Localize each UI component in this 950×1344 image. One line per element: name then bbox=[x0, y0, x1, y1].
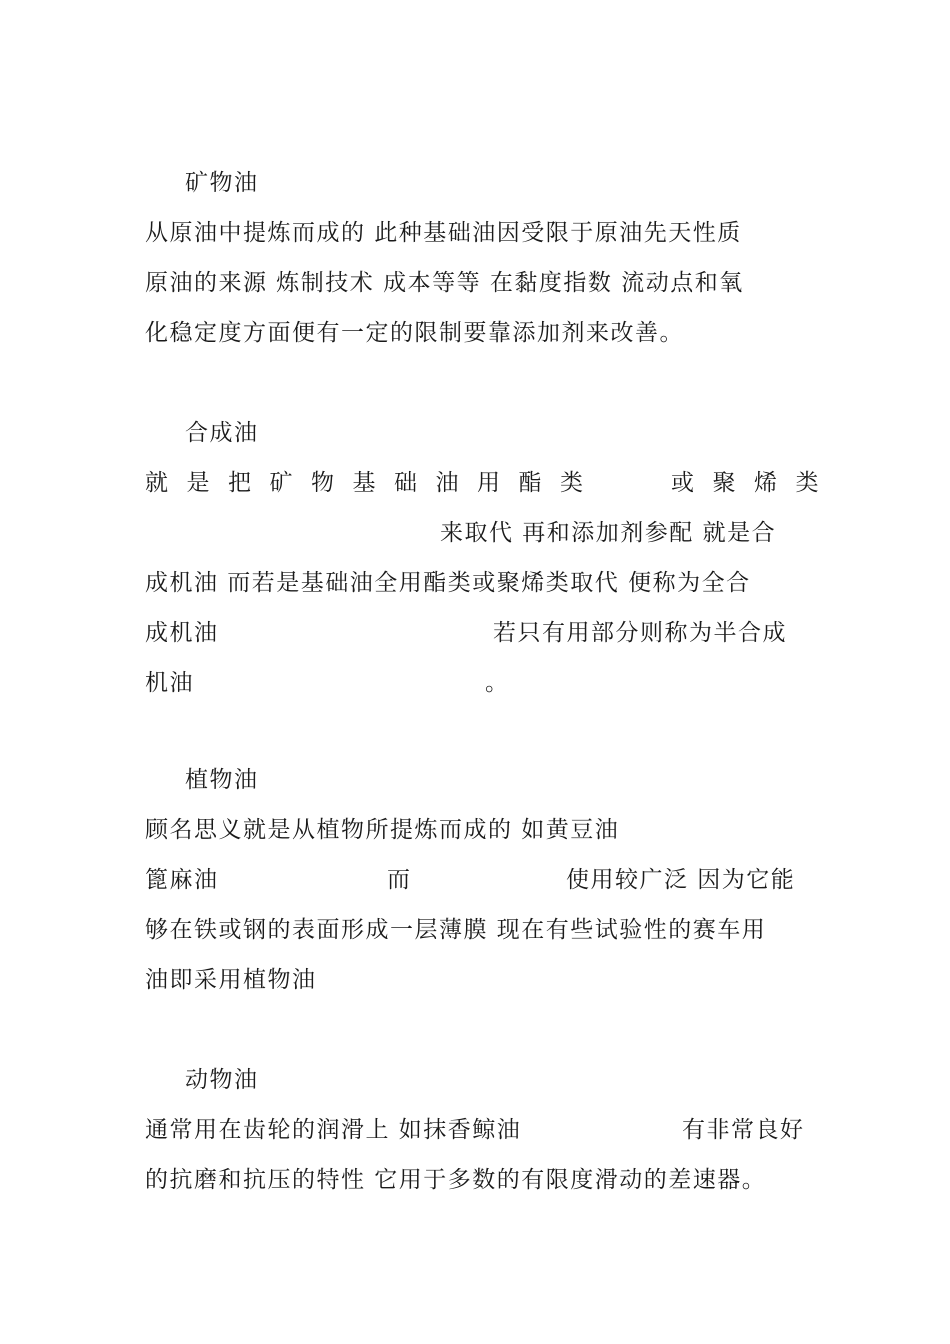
paragraph-line: 油即采用植物油 bbox=[145, 967, 317, 993]
line-segment: 通常用在齿轮的润滑上 如抹香鲸油 bbox=[145, 1117, 522, 1143]
section-heading-synthetic-oil: 合成油 bbox=[185, 420, 259, 446]
paragraph-line bbox=[0, 865, 950, 895]
section-heading-vegetable-oil: 植物油 bbox=[185, 767, 259, 793]
section-heading-animal-oil: 动物油 bbox=[185, 1067, 259, 1093]
line-segment: 机油 bbox=[145, 670, 194, 696]
paragraph-line: 成机油 而若是基础油全用酯类或聚烯类取代 便称为全合 bbox=[145, 570, 751, 596]
line-segment: 若只有用部分则称为半合成 bbox=[493, 620, 787, 646]
section-heading-mineral-oil: 矿物油 bbox=[185, 170, 259, 196]
paragraph-line: 化稳定度方面便有一定的限制要靠添加剂来改善。 bbox=[145, 320, 684, 346]
paragraph-line: 来取代 再和添加剂参配 就是合 bbox=[440, 520, 777, 546]
paragraph-line: 原油的来源 炼制技术 成本等等 在黏度指数 流动点和氧 bbox=[145, 270, 744, 296]
line-segment: 就是把矿物基础油用酯类 bbox=[145, 470, 602, 496]
paragraph-line: 够在铁或钢的表面形成一层薄膜 现在有些试验性的赛车用 bbox=[145, 917, 767, 943]
line-segment: 有非常良好 bbox=[682, 1117, 805, 1143]
paragraph-line bbox=[0, 468, 950, 498]
line-segment: 或聚烯类 bbox=[671, 470, 837, 496]
line-segment: 篦麻油 bbox=[145, 867, 219, 893]
line-segment: 使用较广泛 因为它能 bbox=[566, 867, 796, 893]
paragraph-line: 顾名思义就是从植物所提炼而成的 如黄豆油 bbox=[145, 817, 620, 843]
paragraph-line bbox=[0, 1115, 950, 1145]
paragraph-line bbox=[0, 668, 950, 698]
line-segment: 而 bbox=[387, 867, 412, 893]
line-segment: 。 bbox=[485, 670, 510, 696]
paragraph-line: 从原油中提炼而成的 此种基础油因受限于原油先天性质 bbox=[145, 220, 742, 246]
paragraph-line bbox=[0, 618, 950, 648]
paragraph-line: 的抗磨和抗压的特性 它用于多数的有限度滑动的差速器。 bbox=[145, 1167, 767, 1193]
line-segment: 成机油 bbox=[145, 620, 219, 646]
